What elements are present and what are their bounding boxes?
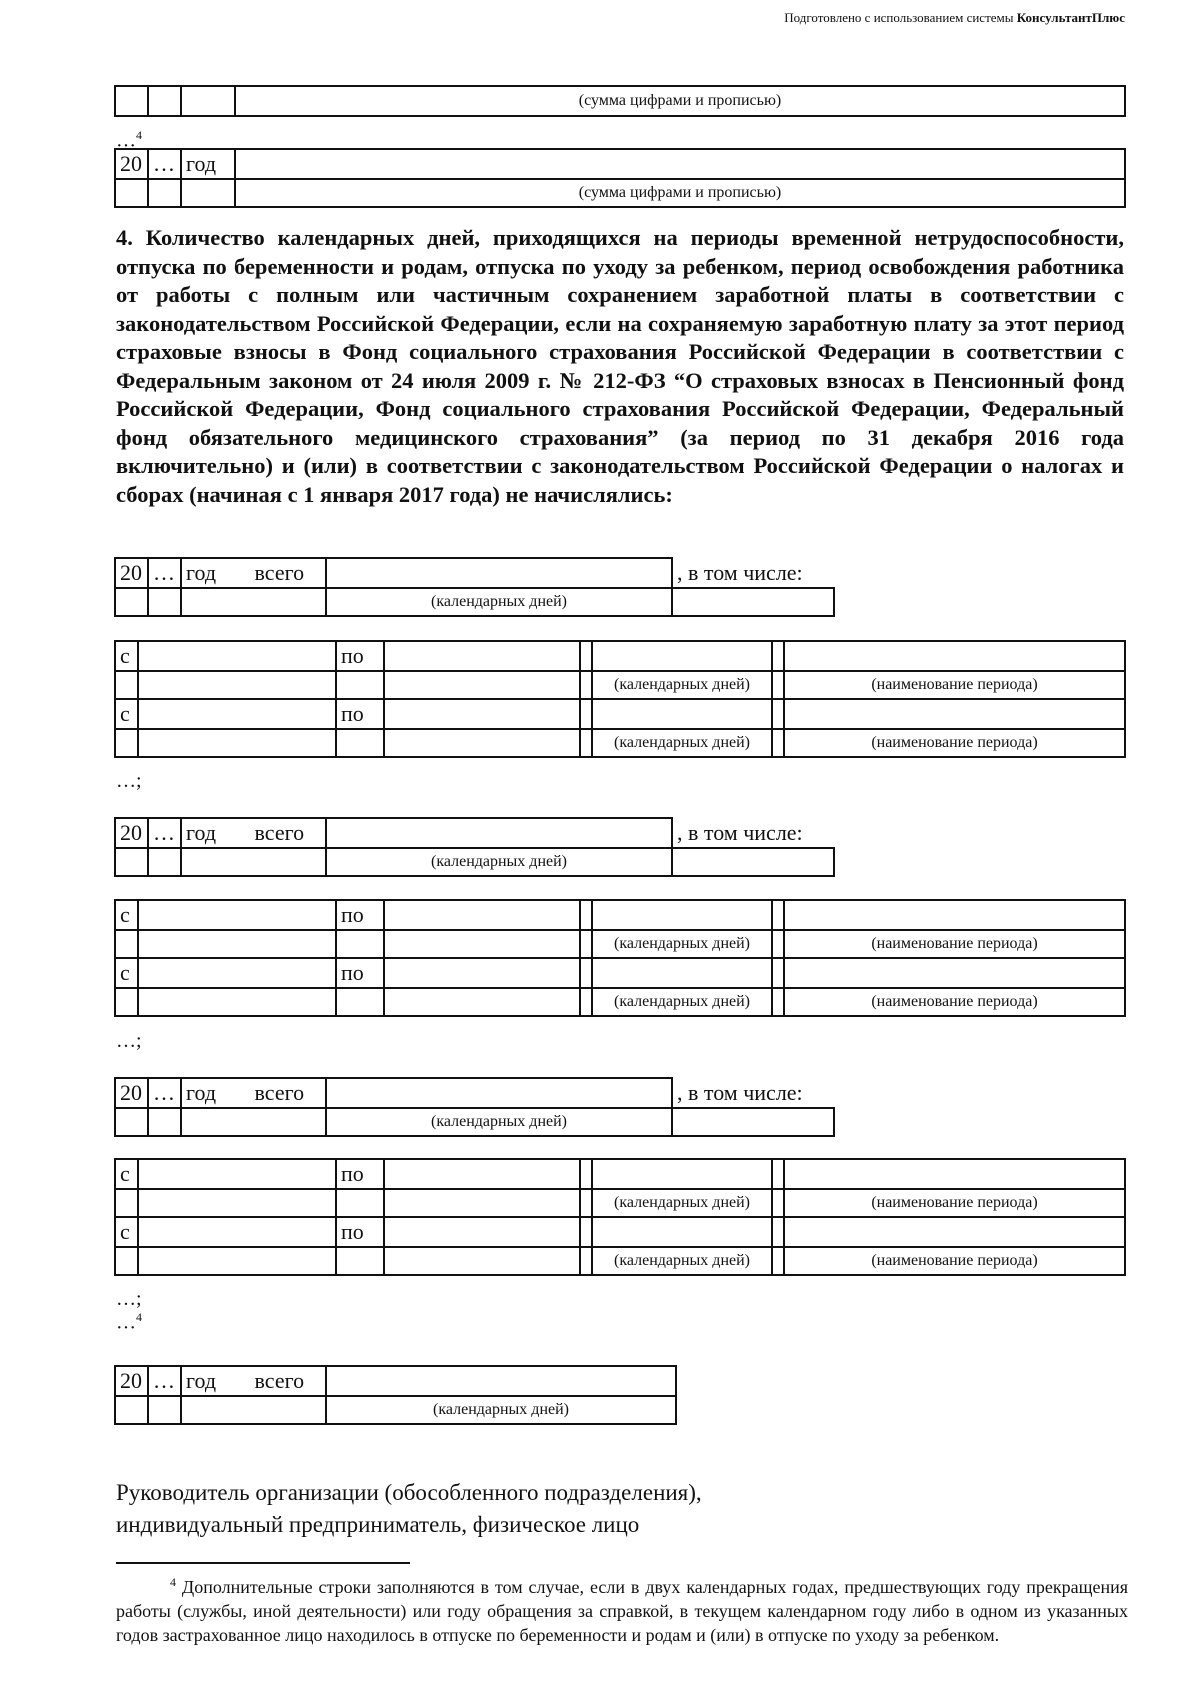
days-input[interactable] [592,1217,772,1247]
including-label: , в том числе: [677,1079,803,1105]
spacer [580,699,592,729]
from-date-input[interactable] [138,1217,336,1247]
year-total-label: год всего [181,818,326,848]
period-name-input[interactable] [784,1159,1125,1189]
year-total-table [114,557,835,617]
spacer [580,641,592,671]
spacer [580,900,592,930]
from-date-input[interactable] [138,641,336,671]
spacer [580,1159,592,1189]
year-dots: … [148,558,181,588]
year-total-label: год всего [181,1078,326,1108]
days-input[interactable] [326,1078,672,1108]
to-date-input[interactable] [384,1217,580,1247]
year-prefix: 20 [115,818,148,848]
footnote-divider [116,1562,410,1564]
signer-line-2: индивидуальный предприниматель, физическое лицо [116,1512,640,1537]
period-name-input[interactable] [784,1217,1125,1247]
period-name-caption: (наименование периода) [784,988,1125,1016]
year-total-table [114,817,835,877]
signer-block [116,1477,702,1541]
cal-days-caption: (календарных дней) [326,1396,676,1424]
period-name-caption: (наименование периода) [784,1189,1125,1217]
sum-cell [181,179,235,207]
year-dots: … [148,149,181,179]
more-rows-marker: …; [116,770,142,792]
more-rows-marker: …$^4$ [116,128,142,152]
footnote-mark: 4 [170,1575,176,1589]
to-label: по [336,1159,384,1189]
cal-days-caption: (календарных дней) [592,671,772,699]
to-label: по [336,641,384,671]
days-input[interactable] [592,1159,772,1189]
year-total-table [114,1077,835,1137]
page-header [0,10,1125,26]
sum-cell [115,179,148,207]
cal-days-caption: (календарных дней) [326,588,672,616]
to-date-input[interactable] [384,958,580,988]
to-label: по [336,1217,384,1247]
spacer [772,958,784,988]
header-prefix: Подготовлено с использованием системы [784,10,1017,25]
from-date-input[interactable] [138,1159,336,1189]
cell [181,588,326,616]
to-label: по [336,958,384,988]
year-prefix: 20 [115,558,148,588]
to-label: по [336,900,384,930]
from-label: с [115,699,138,729]
to-label: по [336,699,384,729]
period-name-caption: (наименование периода) [784,671,1125,699]
spacer [772,900,784,930]
days-input[interactable] [326,818,672,848]
cell [115,588,148,616]
section-number: 4. [116,225,133,250]
to-date-input[interactable] [384,699,580,729]
to-date-input[interactable] [384,1159,580,1189]
from-date-input[interactable] [138,900,336,930]
year-dots: … [148,1366,181,1396]
more-rows-marker: …$^4$ [116,1310,142,1334]
from-label: с [115,900,138,930]
period-table [114,899,1126,1017]
spacer [772,1159,784,1189]
year-total-label: год всего [181,558,326,588]
signer-line-1: Руководитель организации (обособленного подразделения), [116,1480,702,1505]
year-total-label: год всего [181,1366,326,1396]
cal-days-caption: (календарных дней) [592,1189,772,1217]
period-name-input[interactable] [784,641,1125,671]
footnote [116,1570,1128,1647]
cal-days-caption: (календарных дней) [592,988,772,1016]
period-name-caption: (наименование периода) [784,930,1125,958]
sum-cell [148,179,181,207]
period-name-input[interactable] [784,958,1125,988]
year-prefix: 20 [115,1366,148,1396]
from-label: с [115,1159,138,1189]
spacer [580,1217,592,1247]
from-date-input[interactable] [138,699,336,729]
section-text: Количество календарных дней, приходящихся на периоды временной нетрудоспособности, отпуска по беременности и родам, отпуска по уходу за ребенком, период освобождения работника от работы с полным или частичным сохранением заработной платы в соответствии с законодательством Российской Федерации, если на сохраняемую заработную плату за этот период страховые взносы в Фонд социального страхования Российской Федерации в соответствии с Федеральным законом от 24 июля 2009 г. № 212-ФЗ “О страховых взносах в Пенсионный фонд Российской Федерации, Фонд социального страхования Российской Федерации, Федеральный фонд обязательного медицинского страхования” (за период по 31 декабря 2016 года включительно) и (или) в соответствии с законодательством Российской Федерации о налогах и сборах (начиная с 1 января 2017 года) не начислялись: [116,225,1125,507]
cell [672,588,834,616]
period-table [114,640,1126,758]
year-dots: … [148,818,181,848]
year-total-table-final [114,1365,677,1425]
period-name-input[interactable] [784,699,1125,729]
cell [148,588,181,616]
sum-caption: (сумма цифрами и прописью) [235,86,1125,116]
year-prefix: 20 [115,1078,148,1108]
days-input[interactable] [592,900,772,930]
spacer [580,958,592,988]
from-date-input[interactable] [138,958,336,988]
from-label: с [115,958,138,988]
year-label: год [181,149,235,179]
footnote-ref: 4 [136,1310,142,1324]
from-label: с [115,1217,138,1247]
cal-days-caption: (календарных дней) [326,1108,672,1136]
days-input[interactable] [592,958,772,988]
more-rows-marker: …; [116,1288,142,1310]
year-prefix: 20 [115,149,148,179]
days-input[interactable] [592,641,772,671]
spacer [772,641,784,671]
sum-table-top [114,85,1126,117]
days-input[interactable] [326,1366,676,1396]
including-label: , в том числе: [677,559,803,585]
from-label: с [115,641,138,671]
to-date-input[interactable] [384,900,580,930]
sum-cell [115,86,148,116]
cal-days-caption: (календарных дней) [592,729,772,757]
footnote-text: Дополнительные строки заполняются в том случае, если в двух календарных годах, предшествующих году прекращения работы (службы, иной деятельности) или году обращения за справкой, в текущем календарном году либо в одном из указанных годов застрахованное лицо находилось в отпуске по беременности и родам и (или) в отпуске по уходу за ребенком. [116,1577,1128,1645]
more-rows-marker: …; [116,1030,142,1052]
days-input[interactable] [592,699,772,729]
sum-cell [181,86,235,116]
including-label: , в том числе: [677,819,803,845]
period-table [114,1158,1126,1276]
sum-caption: (сумма цифрами и прописью) [235,179,1125,207]
cal-days-caption: (календарных дней) [592,1247,772,1275]
period-name-caption: (наименование периода) [784,1247,1125,1275]
period-name-caption: (наименование периода) [784,729,1125,757]
sum-input[interactable] [235,149,1125,179]
section-4-title [116,224,1124,509]
sum-table-year [114,148,1126,208]
header-brand: КонсультантПлюс [1016,10,1125,25]
year-dots: … [148,1078,181,1108]
spacer [772,699,784,729]
to-date-input[interactable] [384,641,580,671]
footnote-ref: 4 [136,128,142,142]
sum-cell [148,86,181,116]
days-input[interactable] [326,558,672,588]
spacer [772,1217,784,1247]
cal-days-caption: (календарных дней) [592,930,772,958]
period-name-input[interactable] [784,900,1125,930]
cal-days-caption: (календарных дней) [326,848,672,876]
